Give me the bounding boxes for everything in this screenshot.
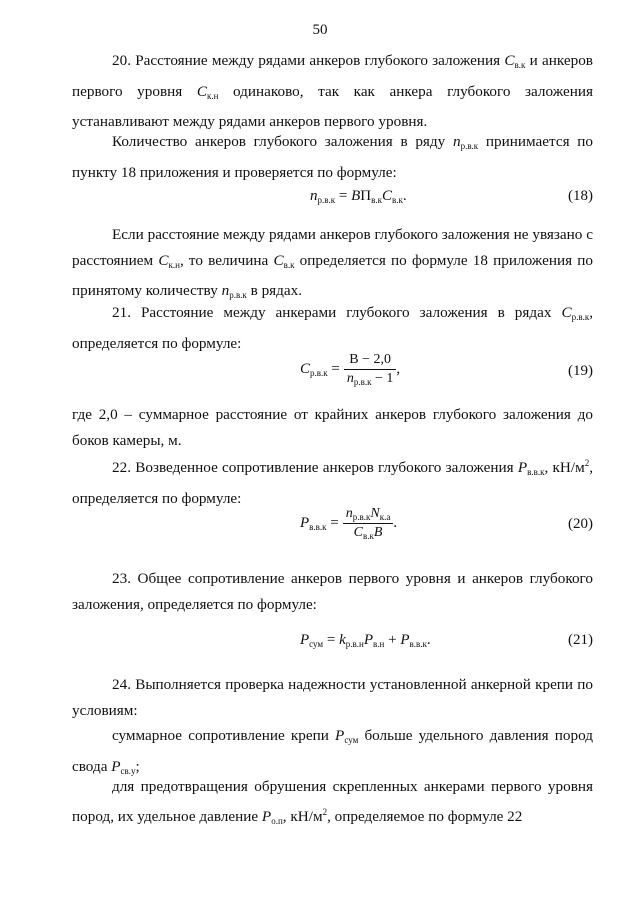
paragraph-anchor-count: Количество анкеров глубокого заложения в ряду $n_{р.в.к}$ принимается по пункту 18 приложения и проверяется по формуле:	[72, 133, 593, 181]
formula-20-expression: $P_{в.в.к}$ = $\frac{n_{р.в.к}N_{к.а}}{C_{в.к}B}$ .	[300, 506, 398, 541]
paragraph-spacing-condition: Если расстояние между рядами анкеров глубокого заложения не увязано с расстоянием $C_{к.н}$, то величина $C_{в.к}$ определяется по формуле 18 приложения по принятому количеству $n_{р.в.к}$ в рядах.	[72, 226, 593, 300]
paragraph-where: где 2,0 – суммарное расстояние от крайних анкеров глубокого заложения до боков камеры, м.	[72, 406, 593, 449]
formula-21-expression: $P_{сум} = k_{р.в.н}P_{в.н} + P_{в.в.к}$.	[300, 632, 431, 649]
formula-19	[72, 352, 593, 398]
formula-21	[72, 632, 593, 672]
page-number: 50	[312, 22, 328, 38]
formula-19-fraction: $\frac{B - 2,0}{n_{р.в.к} - 1}$	[344, 352, 397, 387]
paragraph-21: 21. Расстояние между анкерами глубокого заложения в рядах $C_{р.в.к}$, определяется по формуле:	[72, 304, 593, 352]
formula-20	[72, 506, 593, 552]
paragraph-24: 24. Выполняется проверка надежности установленной анкерной крепи по условиям:	[72, 676, 593, 719]
formula-20-fraction: $\frac{n_{р.в.к}N_{к.а}}{C_{в.к}B}$	[343, 506, 394, 541]
formula-18-number: (18)	[568, 188, 593, 204]
formula-18-expression: $n_{р.в.к} = BП_{в.к}C_{в.к}$.	[310, 188, 407, 205]
paragraph-23: 23. Общее сопротивление анкеров первого уровня и анкеров глубокого заложения, определяется по формуле:	[72, 570, 593, 613]
paragraph-20: 20. Расстояние между рядами анкеров глубокого заложения $C_{в.к}$ и анкеров первого уровня $C_{к.н}$ одинаково, так как анкера глубокого заложения устанавливают между рядами анкеров первого уровня.	[72, 52, 593, 130]
formula-19-number: (19)	[568, 363, 593, 379]
formula-21-number: (21)	[568, 632, 593, 648]
formula-19-expression: $C_{р.в.к}$ = $\frac{B - 2,0}{n_{р.в.к} - 1}$ ,	[300, 352, 401, 387]
paragraph-collapse-prevention: для предотвращения обрушения скрепленных анкерами первого уровня пород, их удельное давление $P_{о.п}$, $кН/м^2$, определяемое по формуле 22	[72, 778, 593, 826]
paragraph-total-resistance: суммарное сопротивление крепи $P_{сум}$ больше удельного давления пород свода $P_{св.у}$;	[72, 727, 593, 776]
paragraph-22: 22. Возведенное сопротивление анкеров глубокого заложения $P_{в.в.к}$, $кН/м^2$, определяется по формуле:	[72, 458, 593, 507]
formula-20-number: (20)	[568, 516, 593, 532]
